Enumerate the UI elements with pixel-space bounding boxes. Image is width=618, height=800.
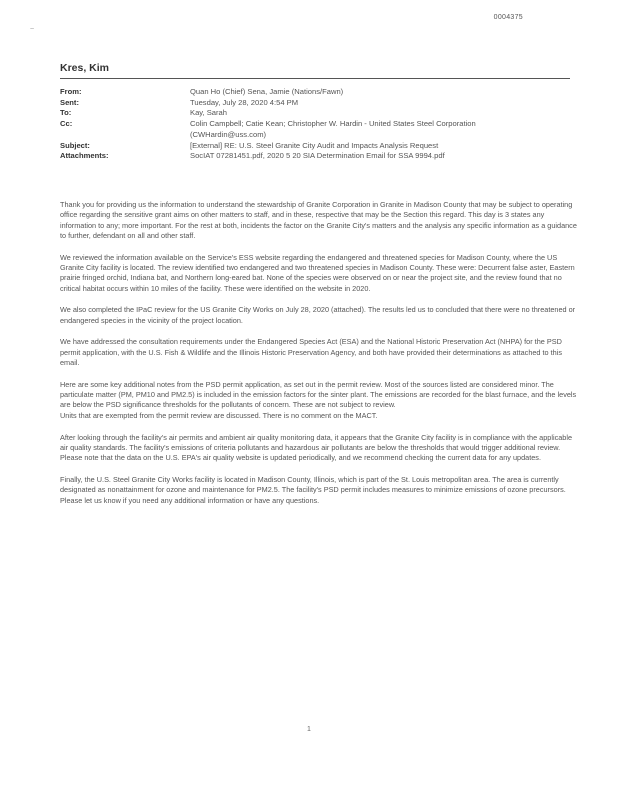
body-paragraph: Thank you for providing us the information to understand the stewardship of Granite Corporation in Granite in Madison County that may be subject to operating office regarding the sensitive grant aims on other matters to staff, and in these, respective that may be the Section this regard. This day is 3 states any information to any; more important. For the rest at both, incidents the factor on the Granite City's matters and the analysis any specific information as a guidance to further, defendant on all and other staff. [60,200,577,240]
header-attachments [60,151,580,162]
header-label: From: [60,87,82,96]
body-paragraph: We also completed the IPaC review for the US Granite City Works on July 28, 2020 (attached). The results led us to concluded that there were no threatened or endangered species in the vicinity of the project location. [60,305,576,325]
body-paragraph: Finally, the U.S. Steel Granite City Works facility is located in Madison County, Illinois, which is part of the St. Louis metropolitan area. The area is currently designated as nonattainment for ozone and maintenance for PM2.5. The facility's PSD permit includes measures to minimize emissions of ozone precursors. Please let us know if you need any additional information or have any questions. [60,474,566,505]
body-paragraph: Units that are exempted from the permit review are discussed. There is no comment on the MACT. [60,410,378,420]
header-label: Subject: [60,140,90,150]
header-value: [External] RE: U.S. Steel Granite City Audit and Impacts Analysis Request [190,140,439,150]
page-number: 1 [307,726,311,733]
header-value [190,119,580,140]
header-sent [60,98,580,109]
header-value: Quan Ho (Chief) Sena, Jamie (Nations/Fawn) [190,87,344,96]
header-label: Sent: [60,97,79,107]
header-from [60,87,580,98]
body-paragraph: Here are some key additional notes from the PSD permit application, as set out in the permit review. Most of the sources listed are considered minor. The particulate matter (PM, PM10 and PM2.5) is included in the emission factors for the sinter plant. The emissions are recorded for the blast furnace, and the levels are below the PSD significance thresholds for the pollutants of concern. These are not subject to review. [60,379,577,410]
header-label: Attachments: [60,151,109,161]
header-to [60,108,580,119]
header-value: Tuesday, July 28, 2020 4:54 PM [190,97,299,107]
header-label: To: [60,108,72,118]
page-mark: ~ [30,26,35,33]
email-body [60,200,580,517]
header-value-line: (CWHardin@uss.com) [190,129,267,139]
header-value-line: Colin Campbell; Catie Kean; Christopher W. Hardin - United States Steel Corporation [190,119,476,129]
body-paragraph: We have addressed the consultation requirements under the Endangered Species Act (ESA) and the National Historic Preservation Act (NHPA) for the PSD permit application, with the U.S. Fish & Wildlife and the Illinois Historic Preservation Agency, and both have provided their determinations as attached to this email. [60,337,562,368]
header-cc [60,119,580,140]
header-divider [60,78,570,79]
body-paragraph: After looking through the facility's air permits and ambient air quality monitoring data, it appears that the Granite City facility is in compliance with the applicable air quality standards. The facility's emissions of criteria pollutants and hazardous air pollutants are below the thresholds that would trigger additional review. Please note that the data on the U.S. EPA's air quality website is updated periodically, and we recommend checking the current data for any updates. [60,432,573,463]
body-paragraph: We reviewed the information available on the Service's ESS website regarding the endangered and threatened species for Madison County, where the US Granite City facility is located. The review identified two endangered and two threatened species in Madison County. These were: Decurrent false aster, Eastern prairie fringed orchid, Indiana bat, and Northern long-eared bat. None of the species were observed on or near the project site, and the review found that no critical habitat occurs within 10 miles of the facility. These were identified on the website in 2020. [60,252,575,293]
sender-name: Kres, Kim [60,62,110,74]
header-subject [60,141,580,152]
email-header [60,87,580,162]
document-id: 0004375 [493,14,523,21]
header-value: SocIAT 07281451.pdf, 2020 5 20 SIA Determination Email for SSA 9994.pdf [190,151,445,161]
header-value: Kay, Sarah [190,108,228,118]
header-label: Cc: [60,119,73,129]
